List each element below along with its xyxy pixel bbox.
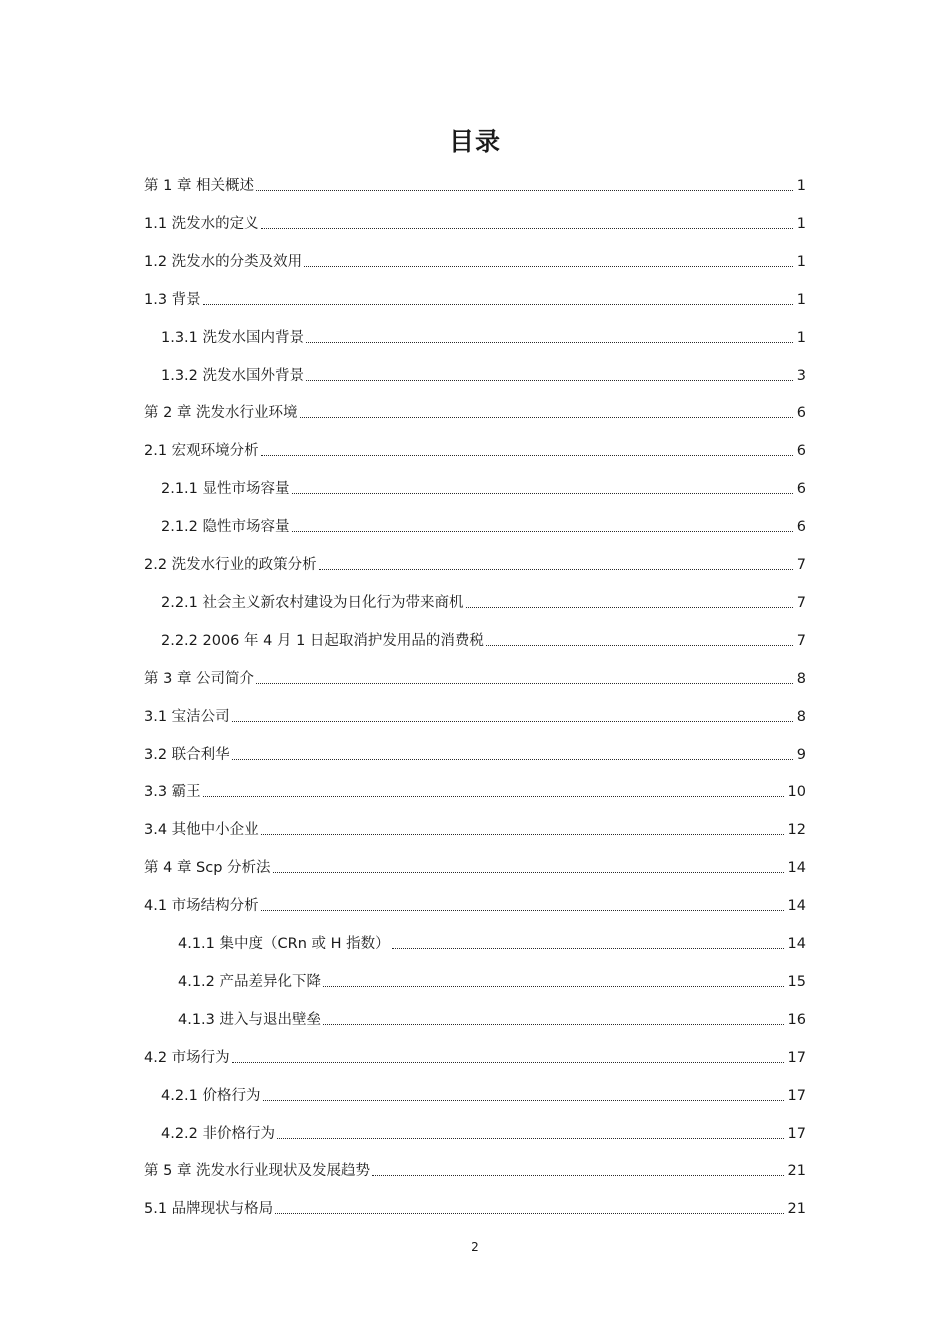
toc-entry-page: 17	[787, 1125, 806, 1142]
toc-entry-label: 2.1 宏观环境分析	[144, 443, 259, 460]
toc-entry-label: 1.2 洗发水的分类及效用	[144, 253, 303, 270]
dot-leader	[261, 910, 784, 911]
toc-entry[interactable]	[144, 741, 806, 765]
toc-entry-page: 6	[796, 519, 806, 536]
dot-leader	[486, 645, 793, 646]
toc-entry[interactable]	[144, 892, 806, 916]
toc-entry-page: 17	[787, 1087, 806, 1104]
toc-entry-page: 1	[796, 215, 806, 232]
toc-entry-label: 2.2.2 2006 年 4 月 1 日起取消护发用品的消费税	[161, 632, 484, 649]
toc-entry[interactable]	[161, 589, 806, 613]
toc-entry[interactable]	[161, 362, 806, 386]
toc-entry-page: 3	[796, 367, 806, 384]
toc-entry[interactable]	[161, 475, 806, 499]
toc-entry[interactable]	[144, 399, 806, 423]
toc-entry-label: 第 1 章 相关概述	[144, 178, 255, 194]
dot-leader	[372, 1175, 783, 1176]
toc-entry-page: 16	[787, 1011, 806, 1028]
toc-entry-label: 4.1.3 进入与退出壁垒	[178, 1011, 322, 1028]
toc-entry-page: 6	[796, 405, 806, 422]
toc-entry-label: 第 4 章 Scp 分析法	[144, 860, 271, 877]
toc-entry-label: 4.2 市场行为	[144, 1049, 230, 1066]
toc-entry-page: 17	[787, 1049, 806, 1066]
toc-entry-page: 1	[796, 291, 806, 308]
toc-entry-page: 1	[796, 178, 806, 194]
toc-entry-label: 1.3.2 洗发水国外背景	[161, 367, 305, 384]
toc-entry-page: 8	[796, 670, 806, 687]
toc-entry-page: 7	[796, 557, 806, 573]
toc-entry[interactable]	[144, 1157, 806, 1181]
toc-entry-page: 7	[796, 632, 806, 649]
toc-entry-page: 1	[796, 253, 806, 270]
dot-leader	[256, 683, 793, 684]
toc-entry-label: 4.1.1 集中度（CRn 或 H 指数）	[178, 936, 390, 952]
toc-entry-label: 4.1.2 产品差异化下降	[178, 973, 322, 990]
toc-entry-label: 5.1 品牌现状与格局	[144, 1201, 274, 1218]
toc-entry-label: 2.1.1 显性市场容量	[161, 481, 290, 498]
toc-entry[interactable]	[144, 665, 806, 689]
toc-entry-page: 14	[787, 860, 806, 877]
toc-entry[interactable]	[144, 854, 806, 878]
toc-entry[interactable]	[161, 627, 806, 651]
toc-entry[interactable]	[144, 210, 806, 234]
dot-leader	[292, 531, 793, 532]
toc-entry-label: 4.2.2 非价格行为	[161, 1125, 276, 1142]
dot-leader	[319, 569, 793, 570]
toc-entry[interactable]	[161, 324, 806, 348]
toc-entry-label: 3.4 其他中小企业	[144, 822, 259, 839]
toc-entry[interactable]	[144, 172, 806, 196]
toc-entry[interactable]	[161, 1082, 806, 1106]
toc-entry-page: 21	[787, 1201, 806, 1218]
dot-leader	[306, 342, 793, 343]
dot-leader	[392, 948, 784, 949]
dot-leader	[466, 607, 793, 608]
toc-entry[interactable]	[144, 1044, 806, 1068]
toc-entry-page: 7	[796, 594, 806, 611]
toc-entry[interactable]	[178, 1006, 806, 1030]
toc-entry-page: 8	[796, 708, 806, 725]
dot-leader	[323, 986, 784, 987]
toc-entry-page: 6	[796, 443, 806, 460]
toc-entry-page: 12	[787, 822, 806, 839]
dot-leader	[261, 228, 793, 229]
dot-leader	[292, 493, 793, 494]
dot-leader	[263, 1100, 784, 1101]
dot-leader	[304, 266, 793, 267]
toc-entry-page: 15	[787, 973, 806, 990]
toc-entry[interactable]	[144, 248, 806, 272]
toc-entry-label: 第 2 章 洗发水行业环境	[144, 405, 298, 422]
page-number: 2	[471, 1240, 479, 1254]
dot-leader	[300, 417, 793, 418]
dot-leader	[256, 190, 793, 191]
dot-leader	[306, 380, 793, 381]
toc-entry-label: 2.1.2 隐性市场容量	[161, 519, 290, 536]
toc-entry[interactable]	[144, 286, 806, 310]
dot-leader	[232, 721, 793, 722]
toc-entry[interactable]	[144, 703, 806, 727]
toc-entry-label: 第 5 章 洗发水行业现状及发展趋势	[144, 1163, 371, 1180]
dot-leader	[275, 1213, 783, 1214]
dot-leader	[232, 1062, 784, 1063]
toc-entry-label: 4.1 市场结构分析	[144, 898, 259, 915]
toc-entry[interactable]	[144, 437, 806, 461]
toc-entry[interactable]	[161, 513, 806, 537]
toc-entry[interactable]	[144, 1195, 806, 1219]
toc-entry-label: 1.1 洗发水的定义	[144, 215, 259, 232]
toc-entry-label: 2.2.1 社会主义新农村建设为日化行为带来商机	[161, 594, 464, 611]
toc-entry[interactable]	[144, 551, 806, 575]
dot-leader	[323, 1024, 784, 1025]
toc-entry-page: 1	[796, 329, 806, 346]
toc-entry[interactable]	[178, 930, 806, 954]
toc-entry[interactable]	[144, 778, 806, 802]
toc-entry-label: 4.2.1 价格行为	[161, 1087, 261, 1104]
toc-entry-page: 9	[796, 746, 806, 763]
dot-leader	[273, 872, 784, 873]
toc-entry-page: 21	[787, 1163, 806, 1180]
toc-entry-label: 3.1 宝洁公司	[144, 708, 230, 725]
toc-entry[interactable]	[144, 816, 806, 840]
toc-entry-label: 1.3 背景	[144, 291, 201, 308]
toc-entry-page: 10	[787, 784, 806, 801]
toc-entry-page: 6	[796, 481, 806, 498]
toc-entry-label: 3.3 霸王	[144, 784, 201, 801]
dot-leader	[203, 304, 793, 305]
dot-leader	[261, 834, 784, 835]
toc-entry[interactable]	[178, 968, 806, 992]
toc-entry-label: 3.2 联合利华	[144, 746, 230, 763]
toc-entry-label: 1.3.1 洗发水国内背景	[161, 329, 305, 346]
toc-entry-page: 14	[787, 936, 806, 952]
dot-leader	[277, 1138, 784, 1139]
dot-leader	[261, 455, 793, 456]
toc-entry-page: 14	[787, 898, 806, 915]
toc-entry-label: 2.2 洗发水行业的政策分析	[144, 557, 317, 573]
toc-entry-label: 第 3 章 公司简介	[144, 670, 255, 687]
dot-leader	[203, 796, 784, 797]
toc-title: 目录	[448, 127, 501, 156]
dot-leader	[232, 759, 793, 760]
toc-entry[interactable]	[161, 1120, 806, 1144]
